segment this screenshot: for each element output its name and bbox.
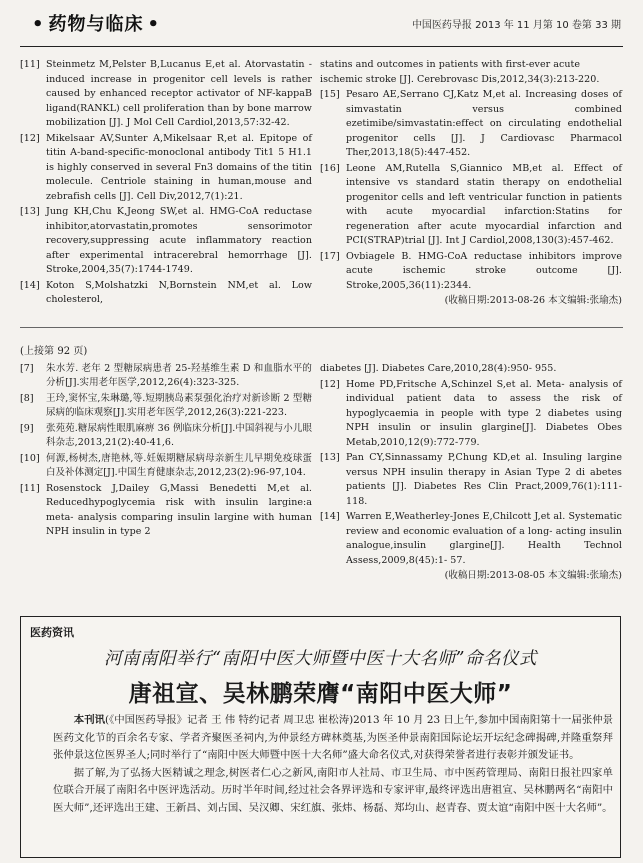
section-title [28, 10, 164, 36]
reference-item [20, 362, 312, 391]
reference-text: Warren E,Weatherley-Jones E,Chilcott J,et al. Systematic review and economic evaluation of a long- acting insulin analogue,insulin glargine[J]. Health Technol Assess,2009,8(45):1- 57. [346, 511, 622, 566]
reference-number: [16] [320, 162, 340, 174]
news-paragraph [53, 765, 613, 818]
news-paragraph-text: 据了解,为了弘扬大医精诚之理念,树医者仁心之新风,南阳市人社局、市卫生局、市中医药管理局、南阳日报社四家单位联合开展了南阳名中医评选活动。历时半年时间,经过社会各界评选和专家评审,最终评选出唐祖宣、吴林鹏两名“南阳中医大师”,还评选出王建、王新昌、刘占国、吴汉卿、宋红旗、张炜、杨磊、郑均山、赵青春、贾太谊“南阳中医十大名师”。 [53, 766, 613, 814]
references-top-right [320, 58, 622, 309]
reference-text: Leone AM,Rutella S,Giannico MB,et al. Effect of intensive vs standard statin therapy on endothelial progenitor cells and left ventricular function in patients with acute myocardial infarction:Statins for regeneration after acute myocardial infarction and PCI(STRAP)trial [J]. Int J Cardiol,2008,130(3):457-462. [346, 162, 622, 246]
page-header [0, 0, 643, 44]
reference-item [20, 422, 312, 451]
reference-item [320, 162, 622, 249]
reference-item [20, 452, 312, 481]
reference-text: Pan CY,Sinnassamy P,Chung KD,et al. Insuling largine versus NPH insulin therapy in Asian Type 2 di abetes patients [J]. Diabetes Res Clin Pract,2009,76(1):111-118. [346, 452, 622, 507]
news-paragraph-text: 2013 年 10 月 23 日上午,参加中国南阳第十一届张仲景医药文化节的百余名专家、学者齐聚医圣祠内,为仲景经方碑林奠基,为医圣仲景南阳国际论坛开坛纪念碑揭碑,并隆重祭拜张仲景这位医界圣人;同时举行了“南阳中医大师暨中医十大名师”盛大命名仪式,对获得荣誉者进行表彰并颁发证书。 [53, 714, 614, 761]
reference-number: [13] [320, 452, 340, 463]
reference-text: 朱水芳. 老年 2 型糖尿病患者 25-羟基维生素 D 和血脂水平的分析[J].实用老年医学,2012,26(4):323-325. [46, 362, 312, 388]
received-date: (收稿日期:2013-08-26 本文编辑:张瑜杰) [444, 295, 622, 306]
bullet-dot-icon: • [147, 14, 161, 35]
reference-number: [17] [320, 250, 340, 262]
reference-number: [14] [20, 279, 40, 291]
reference-item [320, 250, 622, 294]
continued-from-note: (上接第 92 页) [20, 346, 88, 357]
reference-number: [11] [20, 482, 40, 494]
news-byline: (《中国医药导报》记者 王 伟 特约记者 周卫忠 崔松涛) [104, 714, 354, 726]
reference-text: Rosenstock J,Dailey G,Massi Benedetti M,et al. Reducedhypoglycemia risk with insulin largine:a meta- analysis comparing insulin largine with human NPH insulin in type 2 [46, 482, 312, 537]
reference-number: [14] [320, 511, 340, 522]
news-paragraph [53, 712, 613, 765]
reference-text: 张苑苑.糖尿病性眼肌麻痹 36 例临床分析[J].中国斜视与小儿眼科杂志,2013,21(2):40-41,6. [46, 422, 312, 448]
reference-list [20, 362, 312, 540]
references-mid-left [20, 345, 312, 541]
news-body [53, 712, 613, 817]
reference-text: 王玲,窦怀宝,朱琳璐,等.短期胰岛素泵强化治疗对新诊断 2 型糖尿病的临床观察[J].实用老年医学,2012,26(3):221-223. [46, 392, 312, 418]
news-label: 医药资讯 [30, 626, 74, 639]
reference-item [320, 378, 622, 451]
reference-list [320, 88, 622, 293]
reference-item [20, 58, 312, 131]
reference-text: Mikelsaar AV,Sunter A,Mikelsaar R,et al. Epitope of titin A-band-specific-monoclonal antibody Tit1 5 H1.1 is highly conserved in several Fn3 domains of the titin molecule. Centriole staining in human,mouse and zebrafish cells [J]. Cell Div,2012,7(1):21. [46, 132, 312, 202]
reference-text: Steinmetz M,Pelster B,Lucanus E,et al. Atorvastatin -induced increase in progenitor cell levels is rather caused by enhanced receptor activator of NF-kappaB ligand(RANKL) cell proliferation than by bone marrow mobilization [J]. J Mol Cell Cardiol,2013,57:32-42. [46, 59, 312, 128]
reference-number: [8] [20, 392, 34, 404]
news-box [20, 616, 621, 858]
reference-number: [12] [320, 378, 340, 390]
reference-item [20, 205, 312, 278]
reference-item [20, 132, 312, 205]
header-rule [20, 46, 623, 47]
reference-item [20, 279, 312, 308]
reference-number: [7] [20, 362, 34, 374]
reference-item [20, 482, 312, 540]
reference-text: Pesaro AE,Serrano CJ,Katz M,et al. Increasing doses of simvastatin versus combined ezetimibe/simvastatin:effect on circulating endothelial progenitor cells [J]. J Cardiovasc Pharmacol Ther,2013,18(5):447-452. [346, 89, 622, 158]
news-title: 唐祖宣、吴林鹏荣膺“南阳中医大师” [128, 681, 513, 707]
news-lead: 本刊讯 [73, 714, 105, 726]
references-top-left [20, 58, 312, 309]
reference-text: Jung KH,Chu K,Jeong SW,et al. HMG-CoA reductase inhibitor,atorvastatin,promotes sensorimotor recovery,suppressing acute inflammatory reaction after experimental intracerebral hemorrhage [J]. Stroke,2004,35(7):1744-1749. [46, 206, 312, 275]
journal-info: 中国医药导报 2013 年 11 月第 10 卷第 33 期 [411, 20, 621, 31]
reference-number: [13] [20, 206, 40, 217]
reference-text: Ovbiagele B. HMG-CoA reductase inhibitors improve acute ischemic stroke outcome [J]. Stroke,2005,36(11):2344. [346, 250, 622, 291]
section-title-text: 药物与临床 [48, 14, 144, 35]
reference-continuation: diabetes [J]. Diabetes Care,2010,28(4):950- 955. [320, 363, 557, 374]
reference-item [320, 88, 622, 161]
reference-continuation: statins and outcomes in patients with first-ever acute ischemic stroke [J]. Cerebrovasc Dis,2012,34(3):213-220. [320, 59, 600, 85]
news-subtitle: 河南南阳举行“南阳中医大师暨中医十大名师”命名仪式 [104, 649, 537, 669]
reference-list [320, 378, 622, 569]
reference-item [320, 451, 622, 509]
reference-number: [9] [20, 422, 34, 434]
reference-item [320, 510, 622, 568]
reference-text: 何源,杨树杰,唐艳林,等.妊娠期糖尿病母亲新生儿早期免疫球蛋白及补体测定[J].中国生育健康杂志,2012,23(2):96-97,104. [46, 452, 312, 478]
reference-text: Koton S,Molshatzki N,Bornstein NM,et al. Low cholesterol, [46, 279, 312, 305]
received-date: (收稿日期:2013-08-05 本文编辑:张瑜杰) [444, 570, 622, 581]
section-divider [20, 327, 623, 328]
bullet-dot-icon: • [32, 14, 45, 35]
reference-number: [15] [320, 89, 340, 100]
reference-number: [10] [20, 452, 40, 464]
reference-item [20, 392, 312, 421]
references-mid-right [320, 362, 622, 584]
reference-number: [11] [20, 59, 40, 70]
reference-text: Home PD,Fritsche A,Schinzel S,et al. Meta- analysis of individual patient data to assess the risk of hypoglycaemia in people with type 2 diabetes using NPH insulin or insulin glargine[J]. Diabetes Obes Metab,2010,12(9):772-779. [346, 378, 622, 448]
reference-number: [12] [20, 132, 40, 144]
